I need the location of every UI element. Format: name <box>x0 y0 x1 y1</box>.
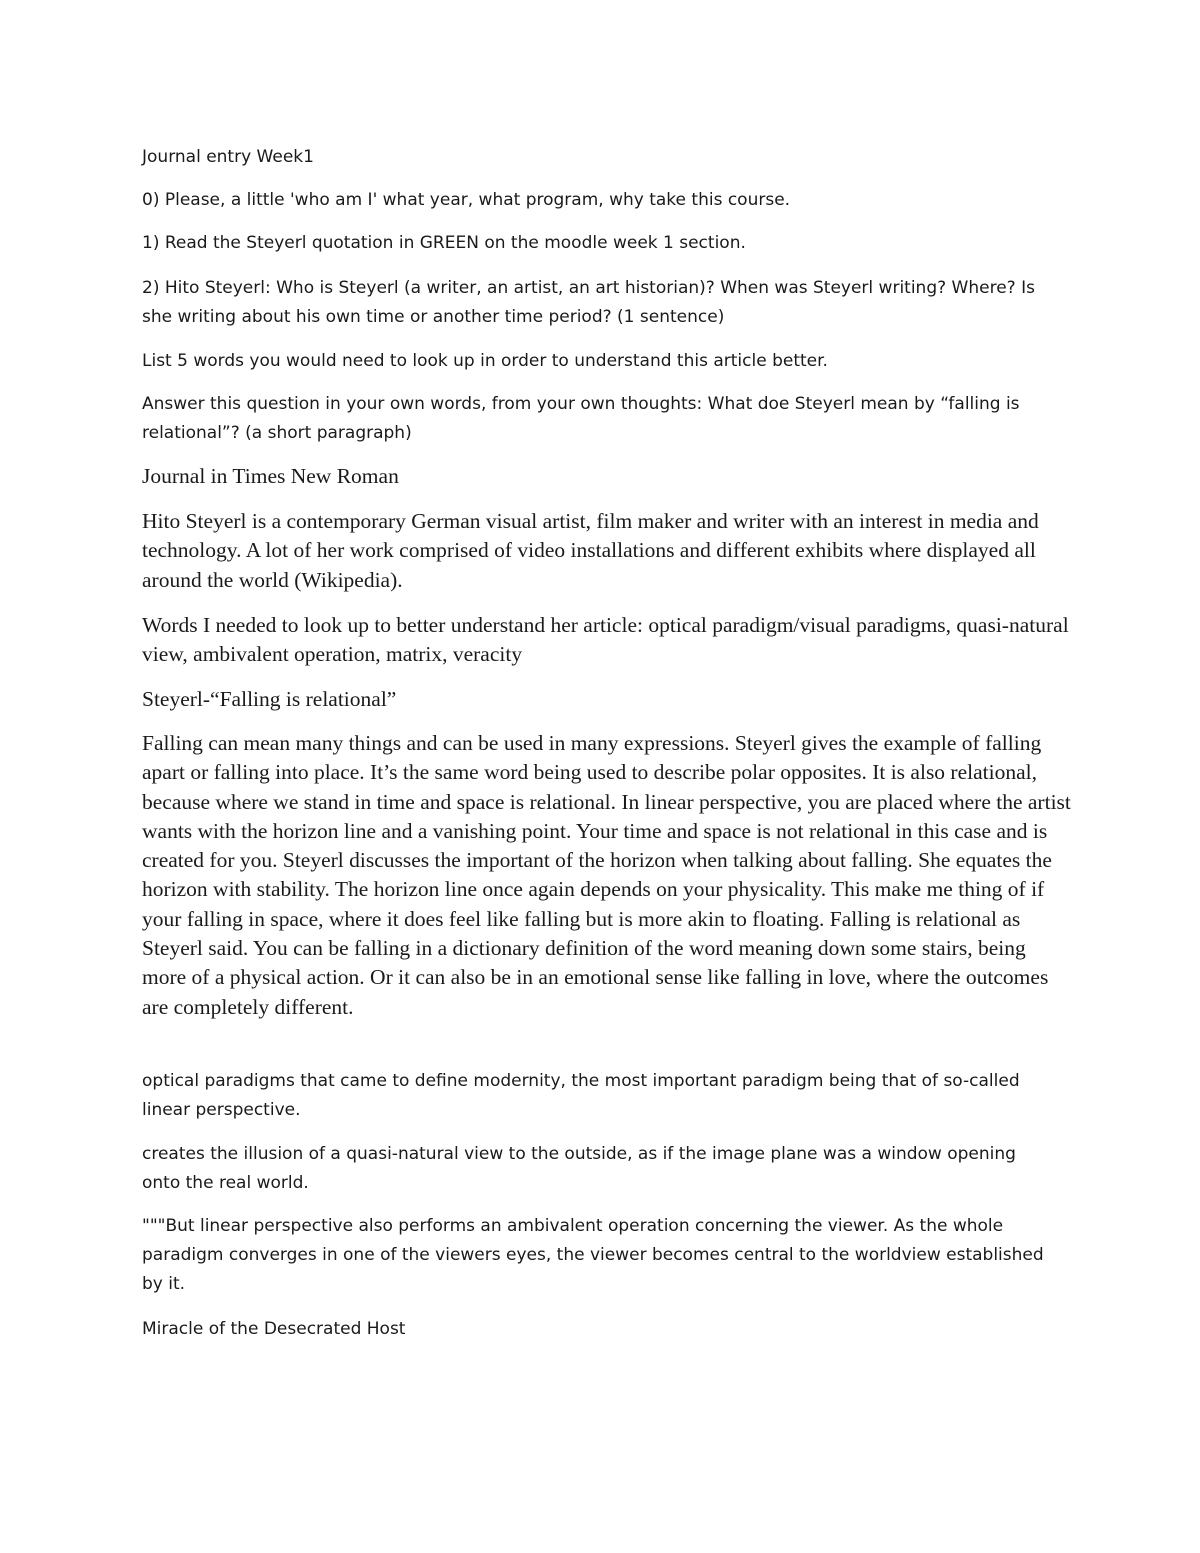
journal-answer-paragraph: Falling can mean many things and can be used in many expressions. Steyerl gives the example of falling apart or falling into place. It’s the same word being used to describe polar opposites. It is also relational, because where we stand in time and space is relational. In linear perspective, you are placed where the artist wants with the horizon line and a vanishing point. Your time and space is not relational in this case and is created for you. Steyerl discusses the important of the horizon when talking about falling. She equates the horizon with stability. The horizon line once again depends on your physicality. This make me thing of if your falling in space, where it does feel like falling but is more akin to floating. Falling is relational as Steyerl said. You can be falling in a dictionary definition of the word meaning down some stairs, being more of a physical action. Or it can also be in an emotional sense like falling in love, where the outcomes are completely different. <box>142 731 1071 1019</box>
prompt-1: 1) Read the Steyerl quotation in GREEN on the moodle week 1 section. <box>142 233 746 253</box>
journal-bio-paragraph: Hito Steyerl is a contemporary German visual artist, film maker and writer with an interest in media and technology. A lot of her work comprised of video installations and different exhibits where displayed all around the world (Wikipedia). <box>142 509 1039 592</box>
quote-3: """But linear perspective also performs an ambivalent operation concerning the viewer. As the whole paradigm converges in one of the viewers eyes, the viewer becomes central to the worldview established by it. <box>142 1216 1044 1294</box>
quote-2: creates the illusion of a quasi-natural view to the outside, as if the image plane was a window opening onto the real world. <box>142 1144 1016 1193</box>
journal-subheading: Steyerl-“Falling is relational” <box>142 687 397 711</box>
quote-1: optical paradigms that came to define modernity, the most important paradigm being that of so-called linear perspective. <box>142 1071 1020 1120</box>
document-title: Journal entry Week1 <box>142 147 314 167</box>
journal-heading: Journal in Times New Roman <box>142 464 399 488</box>
prompt-3: List 5 words you would need to look up in order to understand this article better. <box>142 351 828 371</box>
quote-4: Miracle of the Desecrated Host <box>142 1319 406 1339</box>
journal-words-paragraph: Words I needed to look up to better understand her article: optical paradigm/visual paradigms, quasi-natural view, ambivalent operation, matrix, veracity <box>142 613 1069 667</box>
prompt-0: 0) Please, a little 'who am I' what year, what program, why take this course. <box>142 190 791 210</box>
prompt-4: Answer this question in your own words, from your own thoughts: What doe Steyerl mean by “falling is relational”? (a short paragraph) <box>142 394 1020 443</box>
prompt-2: 2) Hito Steyerl: Who is Steyerl (a writer, an artist, an art historian)? When was Steyerl writing? Where? Is she writing about his own time or another time period? (1 sentence) <box>142 278 1035 327</box>
